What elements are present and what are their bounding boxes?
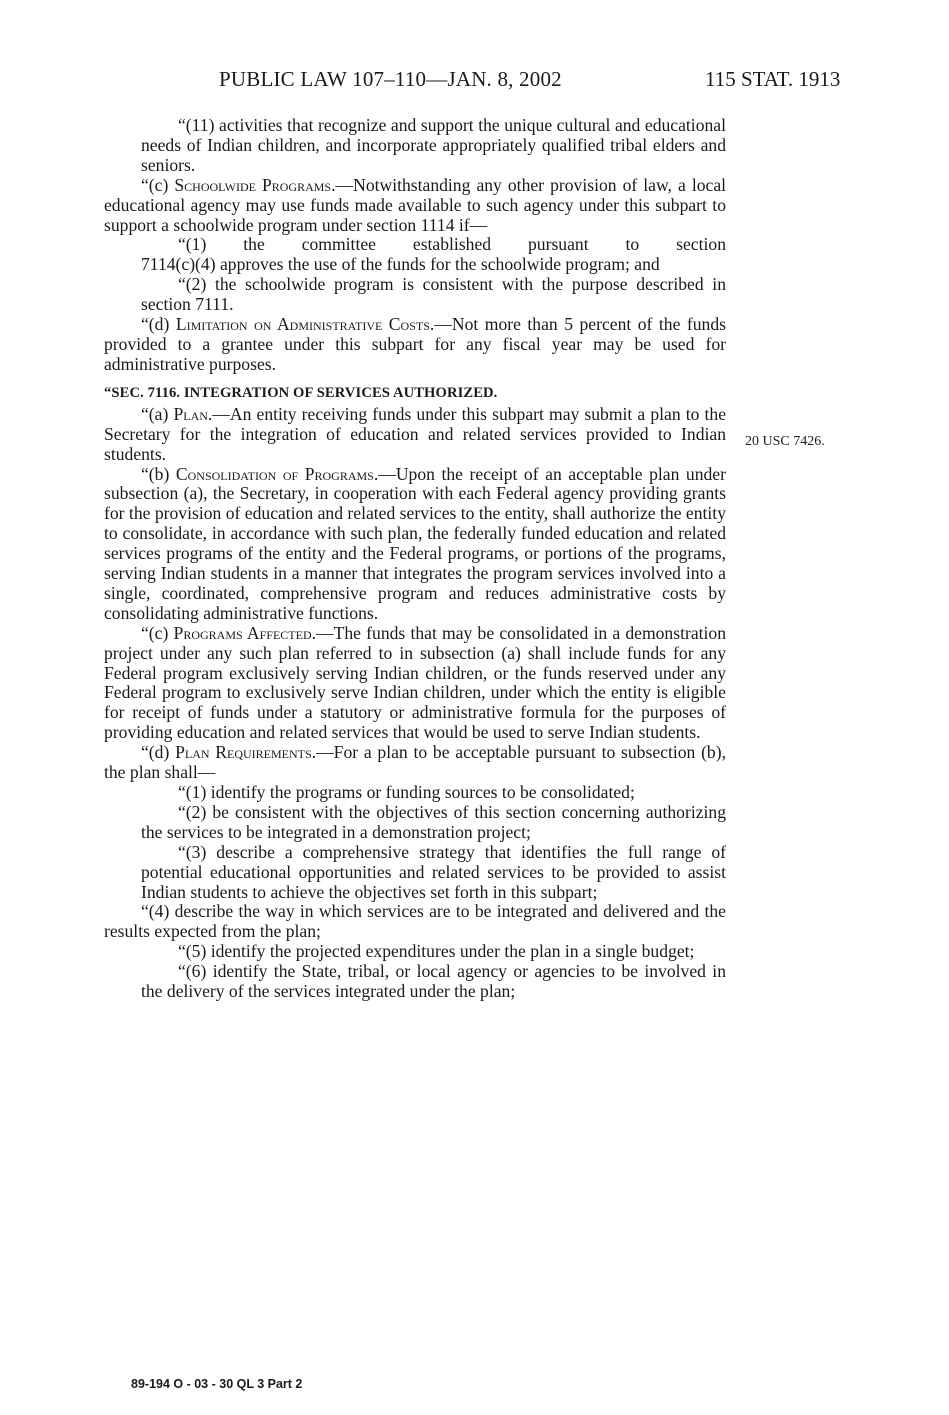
body-text [104, 116, 726, 1002]
paragraph-c2: “(2) the schoolwide program is consistent with the purpose described in section 7111. [141, 274, 726, 315]
footer-print-code: 89-194 O - 03 - 30 QL 3 Part 2 [131, 1377, 303, 1391]
paragraph-c1-rest: 7114(c)(4) approves the use of the funds for the schoolwide program; and [141, 254, 660, 275]
subsection-text: .—Upon the receipt of an acceptable plan under subsection (a), the Secretary, in cooperation with each Federal agency providing grants for the provision of education and related services to the entity, shall authorize the entity to consolidate, in accordance with such plan, the federally funded education and related services programs of the entity and the Federal programs, or portions of the programs, serving Indian students in a manner that integrates the program services involved into a single, coordinated, comprehensive program and reduces administrative costs by consolidating administrative functions. [104, 463, 726, 623]
subsection-title: Plan [173, 403, 208, 424]
margin-citation: 20 USC 7426. [745, 434, 825, 449]
list-item: “(4) describe the way in which services are to be integrated and delivered and the results expected from the plan; [104, 901, 726, 942]
section-heading: “SEC. 7116. INTEGRATION OF SERVICES AUTHORIZED. [104, 384, 498, 401]
subsection-label: “(a) [141, 403, 174, 424]
subsection-label: “(c) [141, 622, 174, 643]
subsection-title: Limitation on Administrative Costs [175, 314, 430, 335]
paragraph-administrative-costs [104, 315, 726, 375]
subsection-label: “(b) [141, 463, 176, 484]
paragraph-c11: “(11) activities that recognize and support the unique cultural and educational needs of Indian children, and incorporate appropriately qualified tribal elders and seniors. [141, 115, 726, 175]
subsection-title: Schoolwide Programs [174, 174, 332, 195]
list-item: “(2) be consistent with the objectives of this section concerning authorizing the services to be integrated in a demonstration project; [141, 801, 726, 842]
subsection-text: .—An entity receiving funds under this subpart may submit a plan to the Secretary for the integration of education and related services provided to Indian students. [104, 403, 727, 464]
paragraph-schoolwide-programs [104, 176, 726, 236]
list-item: “(5) identify the projected expenditures under the plan in a single budget; [178, 941, 695, 962]
subsection-title: Programs Affected [173, 622, 312, 643]
subsection-title: Plan Requirements [175, 742, 312, 763]
list-item: “(1) identify the programs or funding sources to be consolidated; [178, 782, 635, 802]
running-head-title: PUBLIC LAW 107–110—JAN. 8, 2002 [219, 67, 562, 91]
paragraph-plan-requirements [104, 743, 726, 783]
subsection-text: .—The funds that may be consolidated in a demonstration project under any such plan referred to in subsection (a) shall include funds for any Federal program exclusively serving Indian children, or the funds reserved under any Federal program to exclusively serve Indian children, under which the entity is eligible for receipt of funds under a statutory or administrative formula for the purposes of providing education and related services that would be used to serve Indian students. [104, 622, 727, 743]
subsection-label: “(d) [141, 742, 176, 763]
subsection-text: .—Notwithstanding any other provision of law, a local educational agency may use funds made available to such agency under this subpart to support a schoolwide program under section 1114 if— [104, 174, 727, 235]
list-item: “(3) describe a comprehensive strategy that identifies the full range of potential educational opportunities and related services to be provided to assist Indian students to achieve the objectives set forth in this subpart; [141, 841, 726, 902]
subsection-label: “(c) [141, 174, 175, 195]
running-head-page-ref: 115 STAT. 1913 [705, 67, 841, 91]
subsection-label: “(d) [141, 314, 176, 335]
subsection-text: .—For a plan to be acceptable pursuant to subsection (b), the plan shall— [104, 742, 726, 783]
paragraph-c1-first-line: “(1) the committee established pursuant to section [178, 234, 726, 255]
subsection-text: .—Not more than 5 percent of the funds provided to a grantee under this subpart for any fiscal year may be used for administrative purposes. [104, 314, 726, 374]
list-item: “(6) identify the State, tribal, or local agency or agencies to be involved in the delivery of the services integrated under the plan; [141, 961, 726, 1002]
paragraph-programs-affected [104, 624, 726, 743]
subsection-title: Consolidation of Programs [175, 463, 374, 484]
paragraph-consolidation [104, 465, 726, 624]
paragraph-plan [104, 405, 726, 465]
